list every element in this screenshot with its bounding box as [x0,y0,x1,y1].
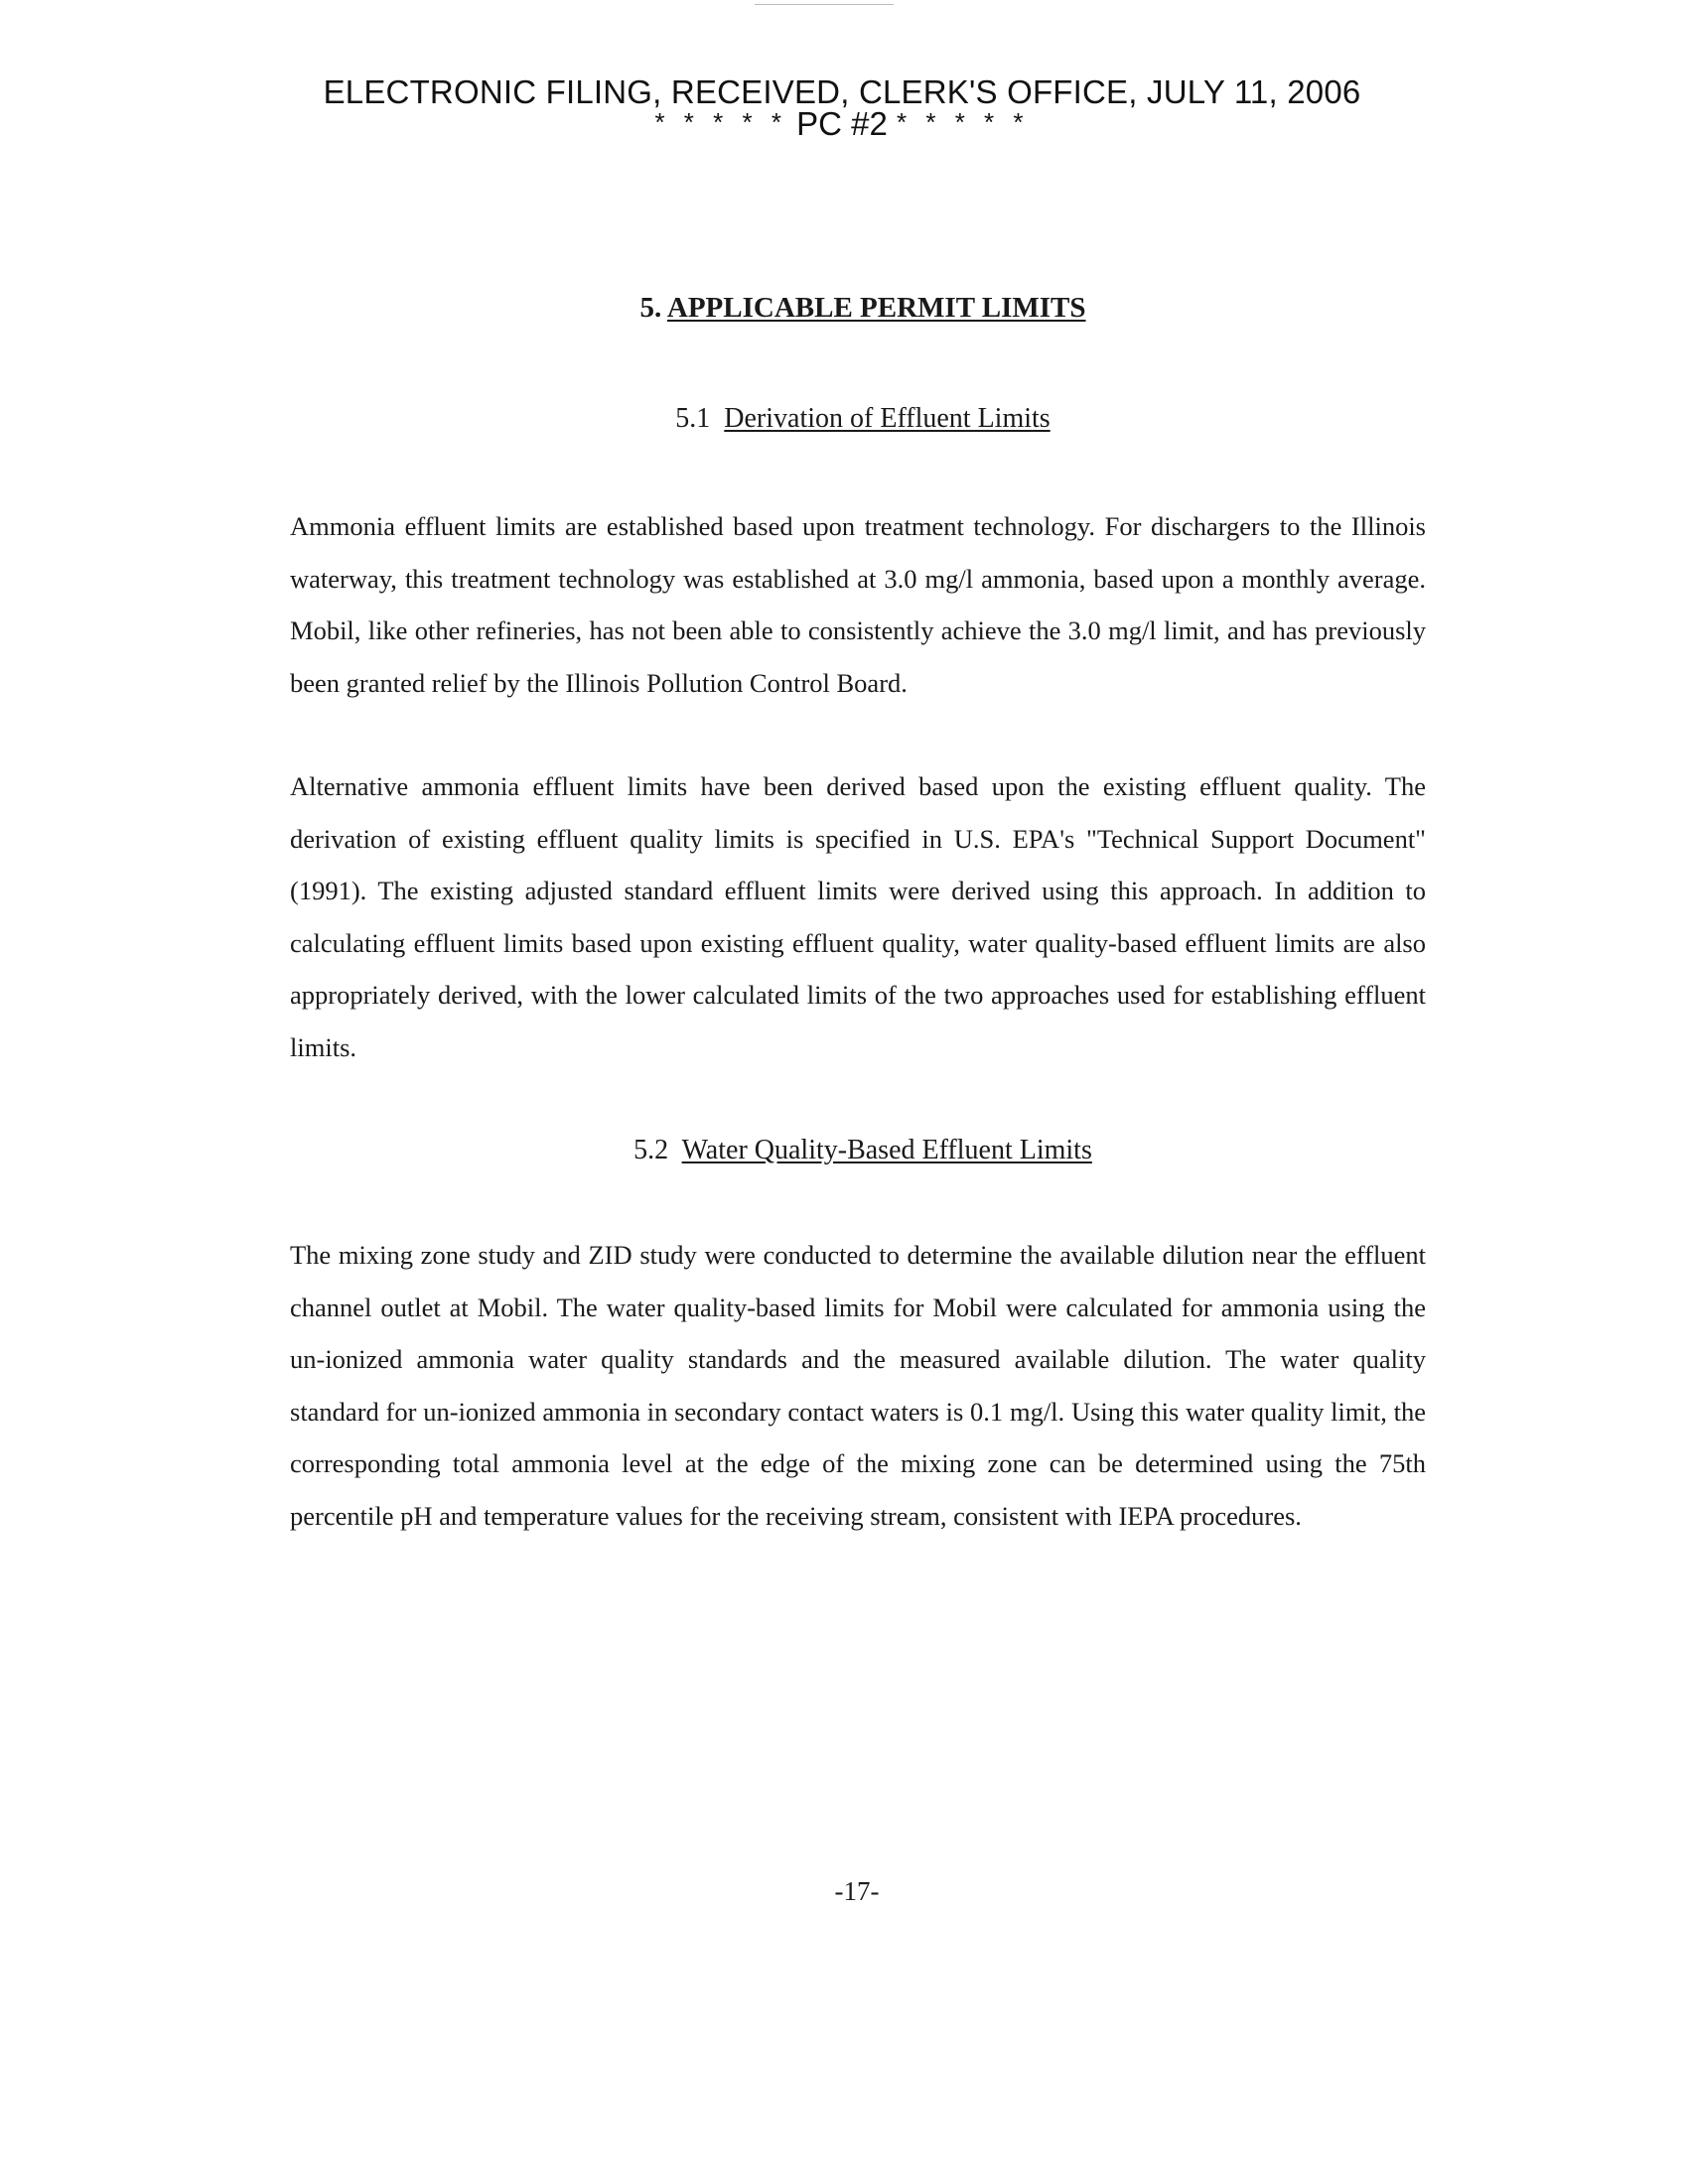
subsection-number: 5.2 [633,1135,669,1165]
stamp-pc-number: PC #2 [796,105,888,142]
section-title: APPLICABLE PERMIT LIMITS [666,292,1086,324]
subsection-title: Water Quality-Based Effluent Limits [681,1135,1092,1165]
subsection-heading-5-1 [0,403,1684,435]
stamp-stars-right: * * * * * [897,107,1030,137]
scan-artifact [755,4,894,5]
paragraph: The mixing zone study and ZID study were conducted to determine the available dilution near the effluent channel outlet at Mobil. The water quality-based limits for Mobil were calculated for ammonia using the un-ionized ammonia water quality standards and the measured available dilution. The water quality standard for un-ionized ammonia in secondary contact waters is 0.1 mg/l. Using this water quality limit, the corresponding total ammonia level at the edge of the mixing zone can be determined using the 75th percentile pH and temperature values for the receiving stream, consistent with IEPA procedures. [290,1240,1426,1531]
subsection-heading-5-2 [0,1135,1684,1166]
page-number: -17- [834,1876,880,1906]
subsection-number: 5.1 [675,403,711,434]
subsection-title: Derivation of Effluent Limits [724,403,1051,434]
section-heading [0,292,1684,325]
stamp-stars-left: * * * * * [654,107,787,137]
filing-stamp-line: ELECTRONIC FILING, RECEIVED, CLERK'S OFFICE, JULY 11, 2006 [323,73,1361,110]
paragraph: Alternative ammonia effluent limits have been derived based upon the existing effluent quality. The derivation of existing effluent quality limits is specified in U.S. EPA's "Technical Support Document" (1991). The existing adjusted standard effluent limits were derived using this approach. In addition to calculating effluent limits based upon existing effluent quality, water quality-based effluent limits are also appropriately derived, with the lower calculated limits of the two approaches used for establishing effluent limits. [290,771,1426,1062]
filing-stamp-pc-line [0,105,1684,143]
paragraph: Ammonia effluent limits are established based upon treatment technology. For dischargers to the Illinois waterway, this treatment technology was established at 3.0 mg/l ammonia, based upon a monthly average. Mobil, like other refineries, has not been able to consistently achieve the 3.0 mg/l limit, and has previously been granted relief by the Illinois Pollution Control Board. [290,511,1426,698]
section-number: 5. [639,292,662,324]
